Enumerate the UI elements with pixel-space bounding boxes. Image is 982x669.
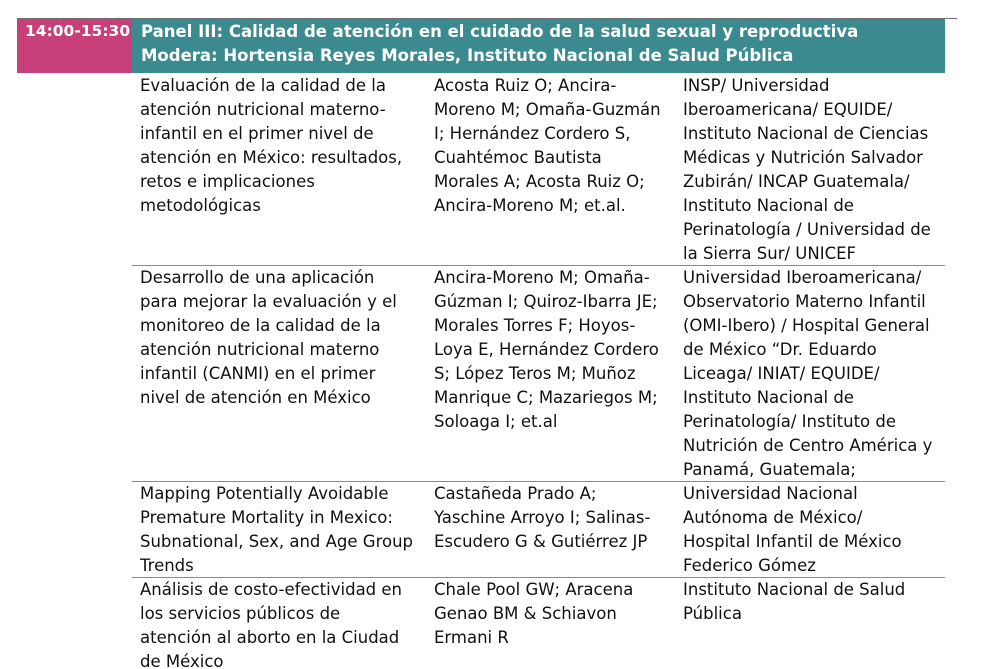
presentation-row (132, 578, 945, 669)
presentation-title: Mapping Potentially Avoidable Premature Mortality in Mexico: Subnational, Sex, and Age Group Trends (140, 484, 414, 575)
presentation-row (132, 266, 945, 482)
presentation-row (132, 74, 945, 266)
presentation-authors: Castañeda Prado A; Yaschine Arroyo I; Salinas- Escudero G & Gutiérrez JP (434, 484, 651, 551)
presentation-institutions: INSP/ Universidad Iberoamericana/ EQUIDE/ Instituto Nacional de Ciencias Médicas y Nutrición Salvador Zubirán/ INCAP Guatemala/ Instituto Nacional de Perinatología / Universidad de la Sierra Sur/ UNICEF (683, 76, 931, 263)
presentation-institutions: Universidad Iberoamericana/ Observatorio Materno Infantil (OMI-Ibero) / Hospital General de México “Dr. Eduardo Liceaga/ INIAT/ EQUIDE/ Instituto Nacional de Perinatología/ Instituto de Nutrición de Centro América y Panamá, Guatemala; (683, 268, 933, 479)
presentation-authors: Acosta Ruiz O; Ancira- Moreno M; Omaña-Guzmán I; Hernández Cordero S, Cuahtémoc Bautista Morales A; Acosta Ruiz O; Ancira-Moreno M; et.al. (434, 76, 661, 215)
presentation-institutions: Universidad Nacional Autónoma de México/ Hospital Infantil de México Federico Gómez (683, 484, 902, 575)
presentation-row (132, 482, 945, 578)
panel-header (132, 19, 945, 73)
presentation-title: Desarrollo de una aplicación para mejorar la evaluación y el monitoreo de la calidad de la atención nutricional materno infantil (CANMI) en el primer nivel de atención en México (140, 268, 397, 407)
presentation-authors: Ancira-Moreno M; Omaña- Gúzman I; Quiroz-Ibarra JE; Morales Torres F; Hoyos- Loya E, Hernández Cordero S; López Teros M; Muñoz Manrique C; Mazariegos M; Soloaga I; et.al (434, 268, 659, 431)
session-time: 14:00-15:30 (17, 19, 132, 73)
presentation-title: Análisis de costo-efectividad en los servicios públicos de atención al aborto en la Ciudad de México (140, 580, 403, 669)
presentation-institutions: Instituto Nacional de Salud Pública (683, 580, 906, 623)
presentation-authors: Chale Pool GW; Aracena Genao BM & Schiavon Ermani R (434, 580, 634, 647)
presentation-title: Evaluación de la calidad de la atención nutricional materno- infantil en el primer nivel de atención en México: resultados, retos e implicaciones metodológicas (140, 76, 403, 215)
panel-title: Panel III: Calidad de atención en el cuidado de la salud sexual y reproductiva (141, 22, 859, 41)
panel-moderator: Modera: Hortensia Reyes Morales, Instituto Nacional de Salud Pública (141, 46, 794, 65)
